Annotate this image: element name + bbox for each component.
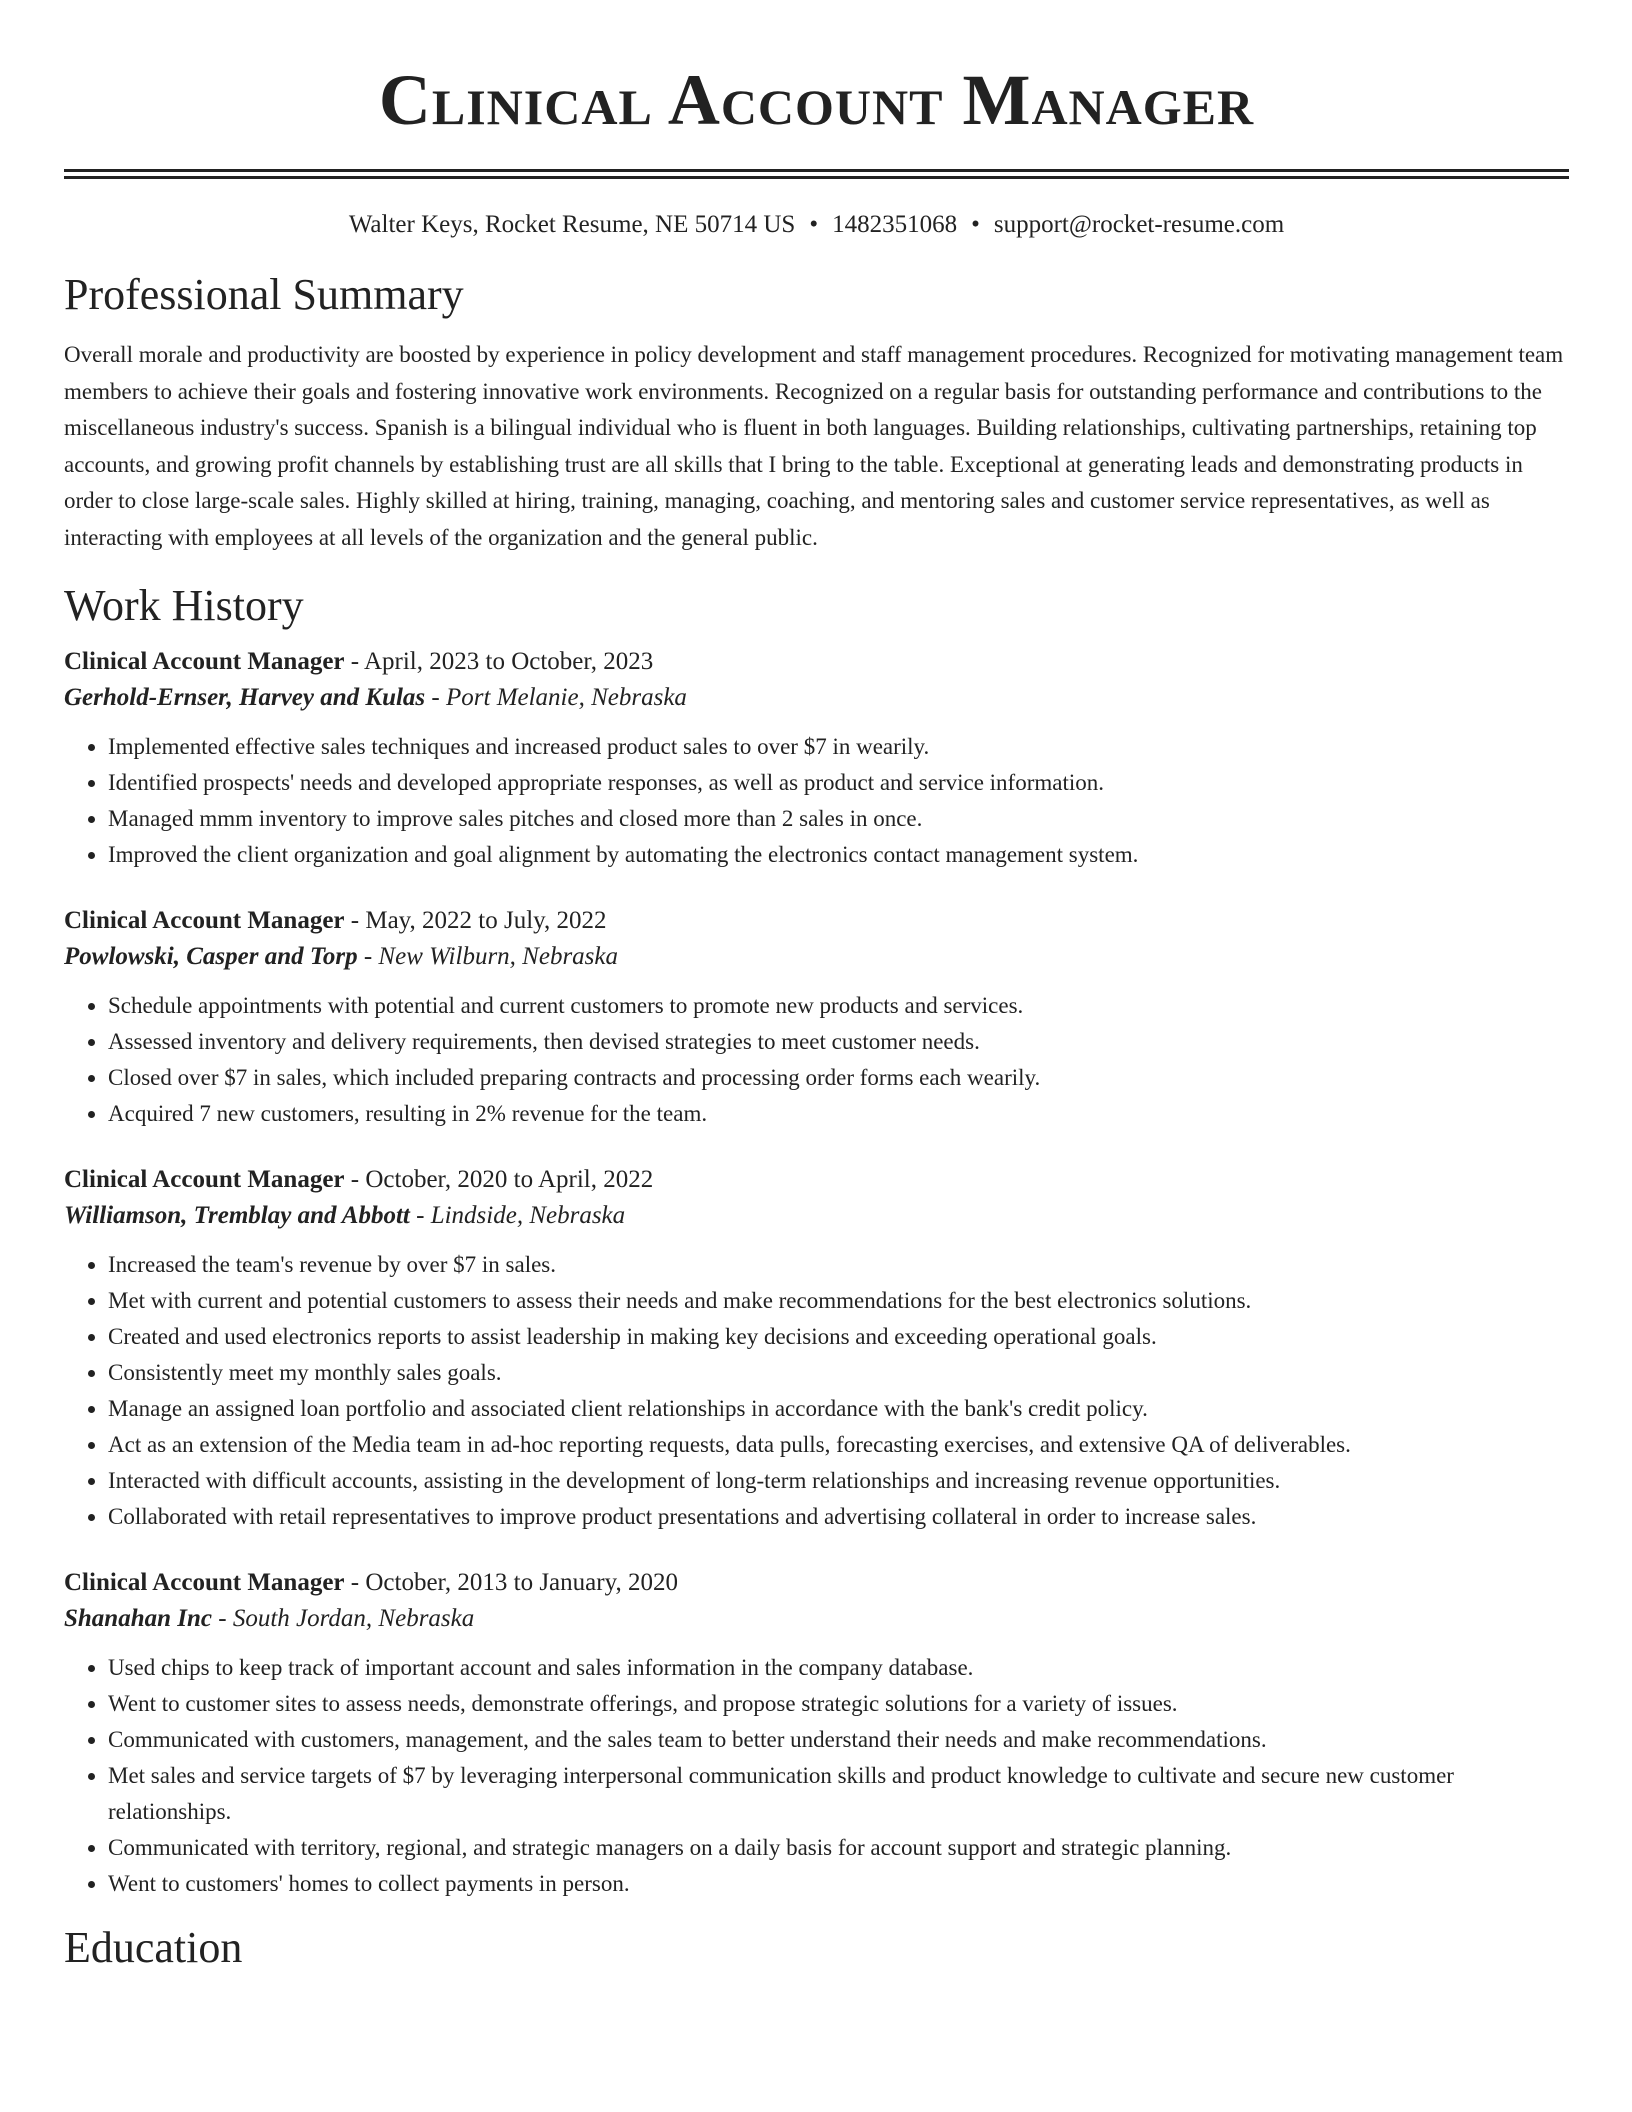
job-title-line <box>64 1162 1569 1198</box>
contact-address: Walter Keys, Rocket Resume, NE 50714 US <box>348 211 796 238</box>
job-bullet: • Identified prospects' needs and developed appropriate responses, as well as product and service information. <box>108 765 1569 801</box>
job-bullet: • Interacted with difficult accounts, assisting in the development of long-term relationships and increasing revenue opportunities. <box>108 1463 1569 1499</box>
resume-title: Clinical Account Manager <box>378 60 1255 140</box>
job-dates: - October, 2020 to April, 2022 <box>344 1166 654 1193</box>
job-entry <box>64 903 1569 1132</box>
job-bullet: • Improved the client organization and goal alignment by automating the electronics contact management system. <box>108 837 1569 873</box>
job-location: - New Wilburn, Nebraska <box>357 943 619 970</box>
job-bullets <box>64 1247 1569 1535</box>
job-bullet: • Met with current and potential customers to assess their needs and make recommendations for the best electronics solutions. <box>108 1283 1569 1319</box>
job-bullet: • Assessed inventory and delivery requirements, then devised strategies to meet customer needs. <box>108 1024 1569 1060</box>
summary-heading: Professional Summary <box>64 270 464 319</box>
summary-text: Overall morale and productivity are boosted by experience in policy development and staff management procedures. Recognized for motivating management team members to achieve their goals and fostering innovative work environments. Recognized on a regular basis for outstanding performance and contributions to the miscellaneous industry's success. Spanish is a bilingual individual who is fluent in both languages. Building relationships, cultivating partnerships, retaining top accounts, and growing profit channels by establishing trust are all skills that I bring to the table. Exceptional at generating leads and demonstrating products in order to close large-scale sales. Highly skilled at hiring, training, managing, coaching, and mentoring sales and customer service representatives, as well as interacting with employees at all levels of the organization and the general public. <box>64 342 1564 550</box>
job-role: Clinical Account Manager <box>64 907 345 934</box>
work-history-heading: Work History <box>64 581 304 630</box>
job-bullet: • Acquired 7 new customers, resulting in 2% revenue for the team. <box>108 1096 1569 1132</box>
company-line <box>64 680 1569 716</box>
job-bullet: • Act as an extension of the Media team in ad-hoc reporting requests, data pulls, forecasting exercises, and extensive QA of deliverables. <box>108 1427 1569 1463</box>
job-entry <box>64 1565 1569 1902</box>
contact-phone: 1482351068 <box>832 211 958 238</box>
resume-page <box>64 0 1569 1974</box>
job-bullet: • Went to customer sites to assess needs, demonstrate offerings, and propose strategic solutions for a variety of issues. <box>108 1686 1569 1722</box>
job-location: - Port Melanie, Nebraska <box>425 684 687 711</box>
job-bullet: • Manage an assigned loan portfolio and associated client relationships in accordance with the bank's credit policy. <box>108 1391 1569 1427</box>
job-bullet: • Closed over $7 in sales, which included preparing contracts and processing order forms each wearily. <box>108 1060 1569 1096</box>
company-line <box>64 1601 1569 1637</box>
contact-line <box>64 209 1569 241</box>
job-entry <box>64 1162 1569 1535</box>
job-role: Clinical Account Manager <box>64 1569 345 1596</box>
job-company: Powlowski, Casper and Torp <box>64 943 358 970</box>
job-bullet: • Managed mmm inventory to improve sales pitches and closed more than 2 sales in once. <box>108 801 1569 837</box>
job-bullet: • Schedule appointments with potential and current customers to promote new products and services. <box>108 988 1569 1024</box>
job-role: Clinical Account Manager <box>64 648 345 675</box>
job-dates: - October, 2013 to January, 2020 <box>344 1569 678 1596</box>
job-bullet: • Went to customers' homes to collect payments in person. <box>108 1866 1569 1902</box>
job-bullets <box>64 1650 1569 1902</box>
job-bullet: • Created and used electronics reports to assist leadership in making key decisions and exceeding operational goals. <box>108 1319 1569 1355</box>
job-bullet: • Communicated with territory, regional, and strategic managers on a daily basis for account support and strategic planning. <box>108 1830 1569 1866</box>
job-bullet: • Consistently meet my monthly sales goals. <box>108 1355 1569 1391</box>
job-bullets <box>64 729 1569 873</box>
job-bullets <box>64 988 1569 1132</box>
job-location: - Lindside, Nebraska <box>409 1202 626 1229</box>
job-dates: - April, 2023 to October, 2023 <box>344 648 654 675</box>
job-company: Williamson, Tremblay and Abbott <box>64 1202 410 1229</box>
job-bullet: • Collaborated with retail representatives to improve product presentations and advertising collateral in order to increase sales. <box>108 1499 1569 1535</box>
job-role: Clinical Account Manager <box>64 1166 345 1193</box>
education-heading: Education <box>64 1923 243 1972</box>
job-dates: - May, 2022 to July, 2022 <box>344 907 607 934</box>
job-bullet: • Communicated with customers, management, and the sales team to better understand their needs and make recommendations. <box>108 1722 1569 1758</box>
company-line <box>64 939 1569 975</box>
job-title-line <box>64 644 1569 680</box>
job-location: - South Jordan, Nebraska <box>212 1605 475 1632</box>
contact-separator: • <box>971 211 980 238</box>
job-title-line <box>64 903 1569 939</box>
job-company: Gerhold-Ernser, Harvey and Kulas <box>64 684 426 711</box>
contact-email: support@rocket-resume.com <box>993 211 1285 238</box>
contact-separator: • <box>809 211 819 238</box>
job-bullet: • Increased the team's revenue by over $7 in sales. <box>108 1247 1569 1283</box>
job-title-line <box>64 1565 1569 1601</box>
job-bullet: • Used chips to keep track of important account and sales information in the company database. <box>108 1650 1569 1686</box>
company-line <box>64 1198 1569 1234</box>
job-company: Shanahan Inc <box>64 1605 212 1632</box>
job-entry <box>64 644 1569 873</box>
title-divider <box>64 169 1569 179</box>
job-bullet: • Implemented effective sales techniques and increased product sales to over $7 in wearily. <box>108 729 1569 765</box>
job-bullet: • Met sales and service targets of $7 by leveraging interpersonal communication skills and product knowledge to cultivate and secure new customer relationships. <box>108 1758 1569 1830</box>
